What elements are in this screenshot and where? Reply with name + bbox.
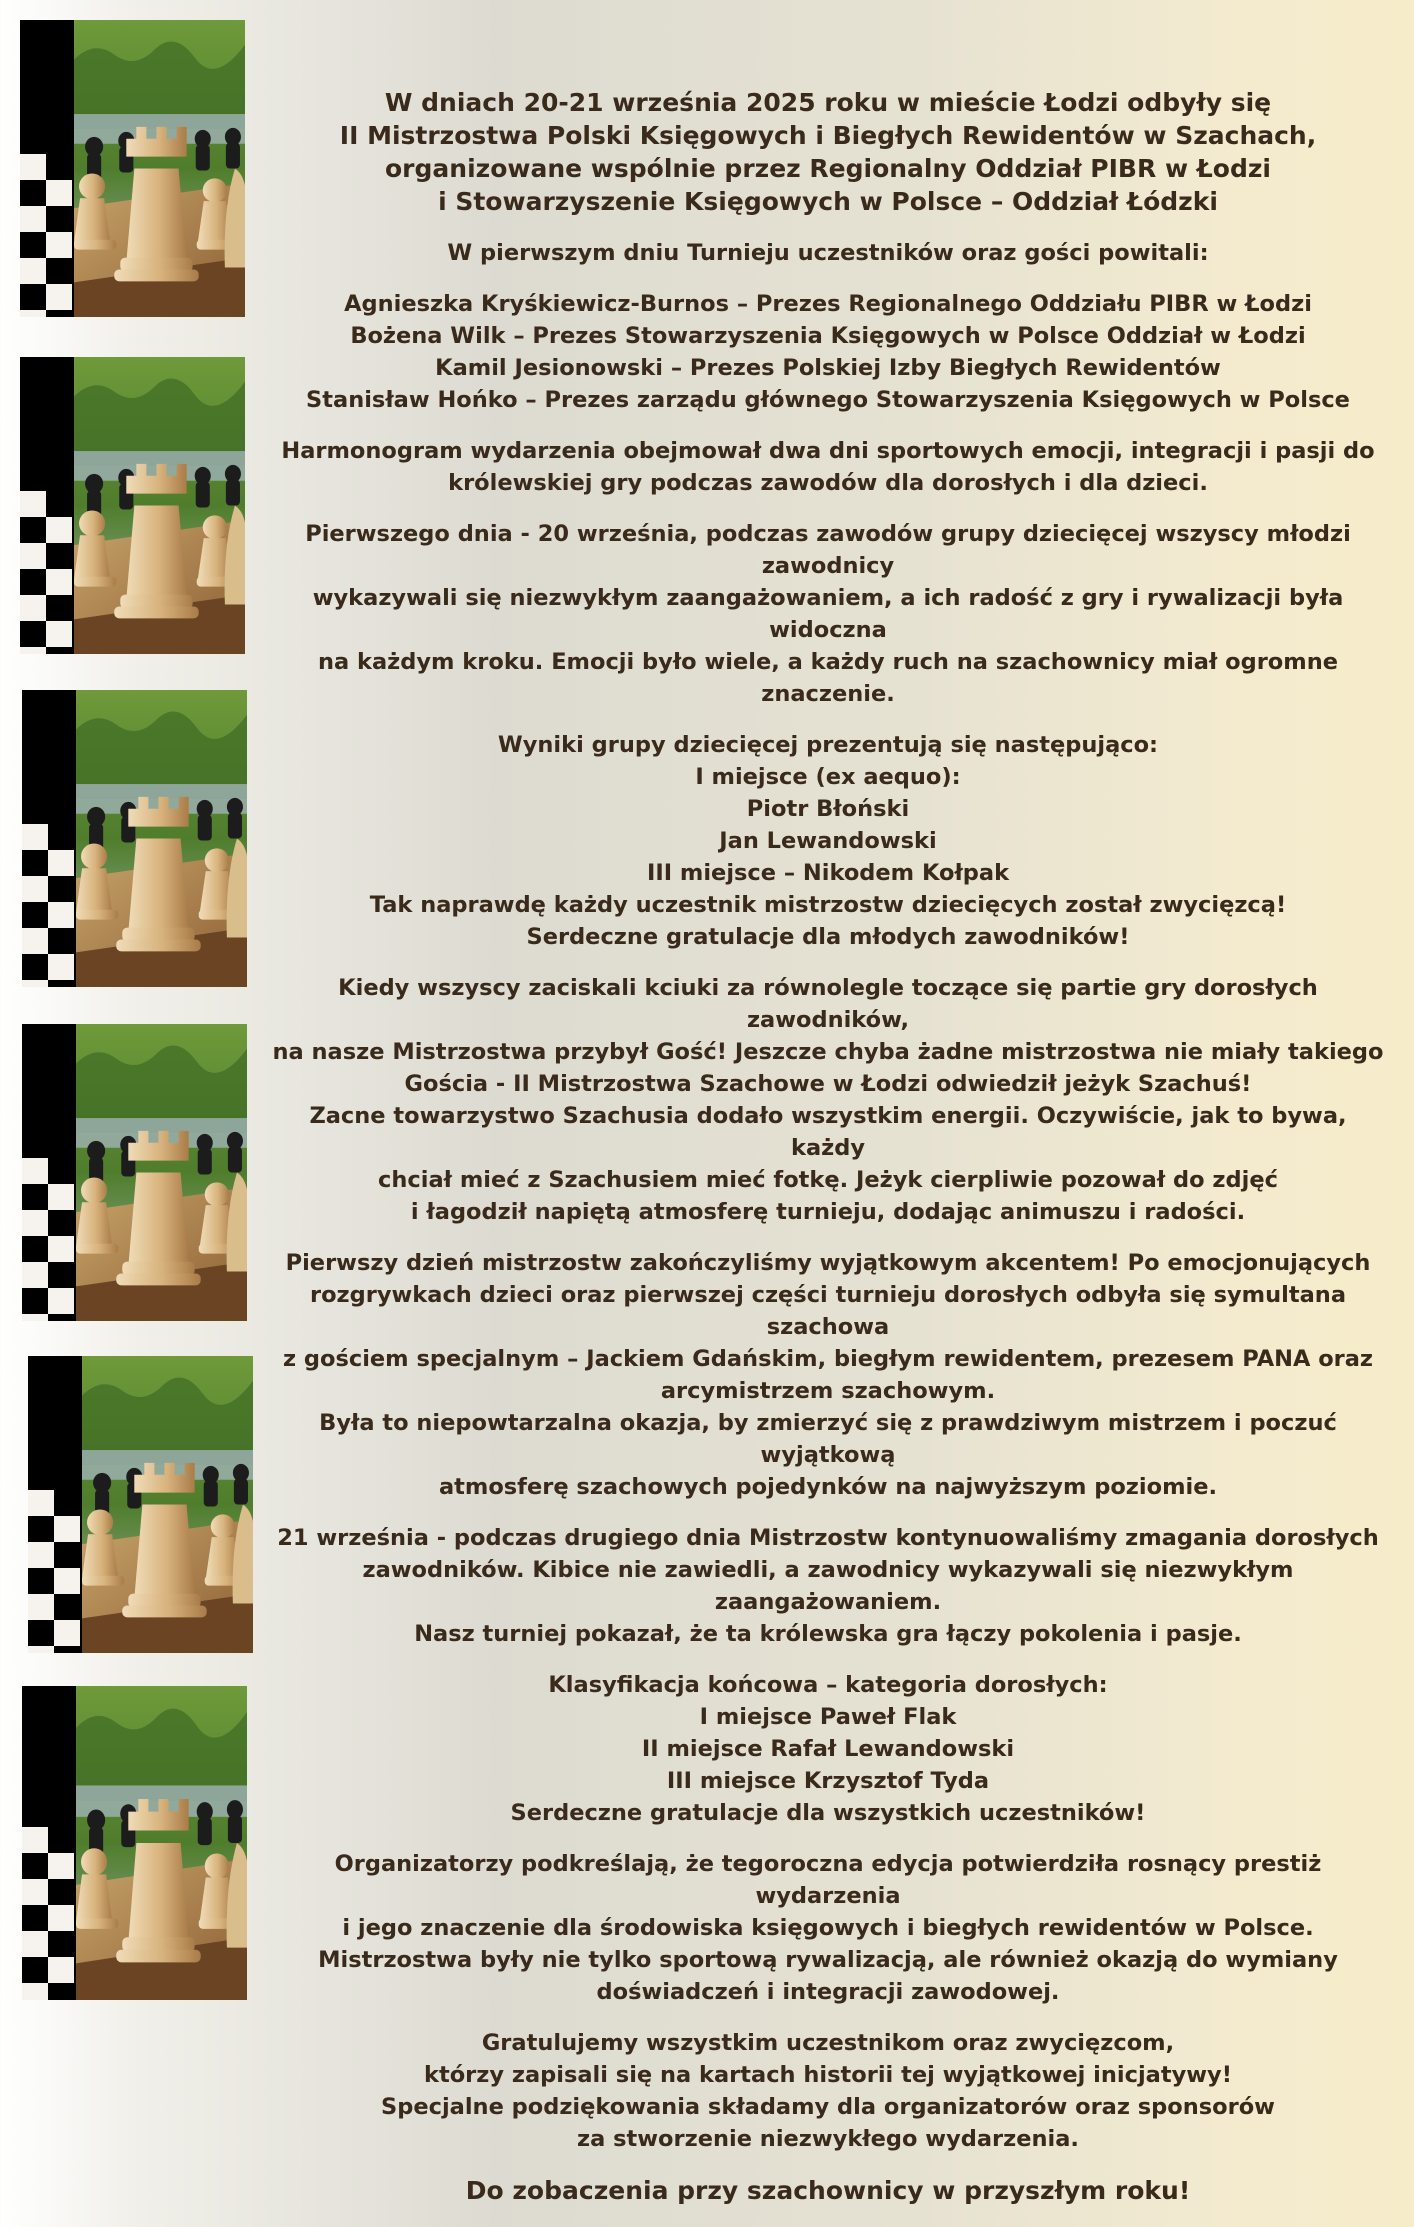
congrats-line: Gratulujemy wszystkim uczestnikom oraz zwycięzcom, — [481, 2030, 1175, 2056]
checker-square — [48, 1853, 74, 1879]
checker-square — [48, 1288, 74, 1314]
chess-photo-tile — [20, 20, 245, 317]
checkerboard-border — [20, 20, 74, 317]
kids-results-line: Tak naprawdę każdy uczestnik mistrzostw dziecięcych został zwycięzcą! — [369, 892, 1287, 918]
kids-results — [272, 729, 1384, 953]
chess-photo-strip — [0, 0, 270, 2000]
checker-square — [46, 569, 72, 595]
checker-square — [22, 1262, 48, 1288]
chess-rook-photo-icon — [74, 357, 245, 654]
headline-line: organizowane wspólnie przez Regionalny Oddział PIBR w Łodzi — [385, 154, 1271, 183]
chess-photo-tile — [20, 357, 245, 654]
adult-results — [272, 1669, 1384, 1829]
headline-line: II Mistrzostwa Polski Księgowych i Biegłych Rewidentów w Szachach, — [339, 121, 1317, 150]
simul-line: atmosferę szachowych pojedynków na najwyższym poziomie. — [438, 1474, 1218, 1500]
checker-square — [20, 647, 46, 654]
simul-line: Była to niepowtarzalna okazja, by zmierzyć się z prawdziwym mistrzem i poczuć wyjątkową — [319, 1410, 1337, 1468]
kids-results-line: III miejsce – Nikodem Kołpak — [646, 860, 1010, 886]
organizers-line: Mistrzostwa były nie tylko sportową rywalizacją, ale również okazją do wymiany — [318, 1947, 1338, 1973]
checker-square — [46, 180, 72, 206]
checker-square — [22, 1314, 48, 1321]
headline-line: i Stowarzyszenie Księgowych w Polsce – Oddział Łódzki — [438, 187, 1218, 216]
headline — [272, 86, 1384, 218]
organizers-line: doświadczeń i integracji zawodowej. — [596, 1979, 1060, 2005]
welcome-intro-line: W pierwszym dniu Turnieju uczestników oraz gości powitali: — [447, 240, 1209, 266]
checker-square — [22, 1827, 48, 1853]
greeter-line: Stanisław Hońko – Prezes zarządu głównego Stowarzyszenia Księgowych w Polsce — [306, 387, 1350, 413]
checker-square — [46, 621, 72, 647]
guest-line: na nasze Mistrzostwa przybył Gość! Jeszcze chyba żadne mistrzostwa nie miały takiego — [272, 1039, 1384, 1065]
chess-rook-photo-icon — [74, 20, 245, 317]
checkerboard-border — [28, 1356, 82, 1653]
adult-results-line: III miejsce Krzysztof Tyda — [666, 1768, 990, 1794]
checker-square — [22, 980, 48, 987]
organizers-paragraph — [272, 1848, 1384, 2008]
guest-line: Kiedy wszyscy zaciskali kciuki za równolegle toczące się partie gry dorosłych zawodników, — [338, 975, 1318, 1033]
day-two-line: zawodników. Kibice nie zawiedli, a zawodnicy wykazywali się niezwykłym zaangażowaniem. — [362, 1557, 1294, 1615]
simul-line: z gościem specjalnym – Jackiem Gdańskim, biegłym rewidentem, prezesem PANA oraz — [282, 1346, 1374, 1372]
closing-line: Do zobaczenia przy szachownicy w przyszłym roku! — [465, 2176, 1191, 2205]
congrats-line: za stworzenie niezwykłego wydarzenia. — [577, 2126, 1079, 2152]
checker-square — [46, 284, 72, 310]
checker-square — [54, 1516, 80, 1542]
guest-line: chciał mieć z Szachusiem mieć fotkę. Jeżyk cierpliwie pozował do zdjęć — [378, 1167, 1278, 1193]
guest-line: Gościa - II Mistrzostwa Szachowe w Łodzi odwiedził jeżyk Szachuś! — [404, 1071, 1252, 1097]
simul-paragraph — [272, 1247, 1384, 1503]
day-one-line: Pierwszego dnia - 20 września, podczas zawodów grupy dziecięcej wszyscy młodzi zawodnicy — [305, 521, 1351, 579]
checker-square — [48, 1957, 74, 1983]
chess-rook-photo-icon — [76, 1686, 247, 2000]
checker-square — [20, 310, 46, 317]
simul-line: Pierwszy dzień mistrzostw zakończyliśmy wyjątkowym akcentem! Po emocjonujących — [285, 1250, 1371, 1276]
checker-square — [20, 258, 46, 284]
chess-rook-photo-icon — [76, 690, 247, 987]
checker-square — [48, 954, 74, 980]
checker-square — [20, 154, 46, 180]
congrats-line: którzy zapisali się na kartach historii tej wyjątkowej inicjatywy! — [424, 2062, 1232, 2088]
guest-line: i łagodził napiętą atmosferę turnieju, dodając animuszu i radości. — [410, 1199, 1246, 1225]
organizers-line: i jego znaczenie dla środowiska księgowych i biegłych rewidentów w Polsce. — [342, 1915, 1314, 1941]
checker-square — [22, 928, 48, 954]
kids-results-line: Jan Lewandowski — [719, 828, 937, 854]
chess-rook-photo-icon — [82, 1356, 253, 1653]
checker-square — [22, 876, 48, 902]
congrats-line: Specjalne podziękowania składamy dla organizatorów oraz sponsorów — [381, 2094, 1275, 2120]
checker-square — [20, 491, 46, 517]
simul-line: rozgrywkach dzieci oraz pierwszej części turnieju dorosłych odbyła się symultana szachowa — [310, 1282, 1346, 1340]
checkerboard-border — [20, 357, 74, 654]
checkerboard-border — [22, 1686, 76, 2000]
checker-square — [22, 1158, 48, 1184]
day-two-line: 21 września - podczas drugiego dnia Mistrzostw kontynuowaliśmy zmagania dorosłych — [277, 1525, 1379, 1551]
greeter-line: Bożena Wilk – Prezes Stowarzyszenia Księgowych w Polsce Oddział w Łodzi — [350, 323, 1306, 349]
adult-results-line: I miejsce Paweł Flak — [699, 1704, 957, 1730]
day-one-paragraph — [272, 518, 1384, 710]
checker-square — [28, 1490, 54, 1516]
day-one-line: wykazywali się niezwykłym zaangażowaniem, a ich radość z gry i rywalizacji była widoczna — [312, 585, 1344, 643]
announcement-text — [272, 86, 1384, 2227]
schedule-line: Harmonogram wydarzenia obejmował dwa dni sportowych emocji, integracji i pasji do — [281, 438, 1375, 464]
checker-square — [22, 1879, 48, 1905]
greeter-line: Agnieszka Kryśkiewicz-Burnos – Prezes Regionalnego Oddziału PIBR w Łodzi — [344, 291, 1312, 317]
checker-square — [20, 206, 46, 232]
checker-square — [20, 595, 46, 621]
checker-square — [48, 1184, 74, 1210]
checker-square — [28, 1646, 54, 1653]
kids-results-line: Serdeczne gratulacje dla młodych zawodników! — [526, 924, 1130, 950]
checker-square — [48, 1905, 74, 1931]
chess-photo-tile — [22, 690, 247, 987]
checker-square — [22, 1210, 48, 1236]
checker-square — [22, 824, 48, 850]
checker-square — [20, 543, 46, 569]
guest-paragraph — [272, 972, 1384, 1228]
simul-line: arcymistrzem szachowym. — [660, 1378, 996, 1404]
day-two-line: Nasz turniej pokazał, że ta królewska gra łączy pokolenia i pasje. — [414, 1621, 1242, 1647]
adult-results-line: II miejsce Rafał Lewandowski — [641, 1736, 1015, 1762]
greeter-line: Kamil Jesionowski – Prezes Polskiej Izby Biegłych Rewidentów — [435, 355, 1221, 381]
checker-square — [54, 1620, 80, 1646]
checker-square — [46, 517, 72, 543]
checker-square — [48, 850, 74, 876]
adult-results-line: Serdeczne gratulacje dla wszystkich uczestników! — [510, 1800, 1146, 1826]
adult-results-line: Klasyfikacja końcowa – kategoria dorosłych: — [548, 1672, 1108, 1698]
chess-photo-tile — [28, 1356, 253, 1653]
checker-square — [22, 1983, 48, 2000]
organizers-line: Organizatorzy podkreślają, że tegoroczna edycja potwierdziła rosnący prestiż wydarzenia — [334, 1851, 1322, 1909]
kids-results-line: Wyniki grupy dziecięcej prezentują się następująco: — [497, 732, 1159, 758]
chess-photo-tile — [22, 1686, 247, 2000]
headline-line: W dniach 20-21 września 2025 roku w mieście Łodzi odbyły się — [384, 88, 1272, 117]
greeters-list — [272, 288, 1384, 416]
chess-rook-photo-icon — [76, 1024, 247, 1321]
checker-square — [28, 1594, 54, 1620]
day-two-paragraph — [272, 1522, 1384, 1650]
kids-results-line: I miejsce (ex aequo): — [695, 764, 961, 790]
schedule-paragraph — [272, 435, 1384, 499]
guest-line: Zacne towarzystwo Szachusia dodało wszystkim energii. Oczywiście, jak to bywa, każdy — [309, 1103, 1347, 1161]
checkerboard-border — [22, 1024, 76, 1321]
congrats-paragraph — [272, 2027, 1384, 2155]
checker-square — [48, 1236, 74, 1262]
schedule-line: królewskiej gry podczas zawodów dla dorosłych i dla dzieci. — [448, 470, 1208, 496]
welcome-intro — [272, 237, 1384, 269]
chess-photo-tile — [22, 1024, 247, 1321]
checker-square — [22, 1931, 48, 1957]
day-one-line: na każdym kroku. Emocji było wiele, a każdy ruch na szachownicy miał ogromne znaczenie. — [317, 649, 1338, 707]
closing — [272, 2174, 1384, 2208]
checker-square — [46, 232, 72, 258]
kids-results-line: Piotr Błoński — [746, 796, 910, 822]
checker-square — [48, 902, 74, 928]
checkerboard-border — [22, 690, 76, 987]
checker-square — [28, 1542, 54, 1568]
checker-square — [54, 1568, 80, 1594]
